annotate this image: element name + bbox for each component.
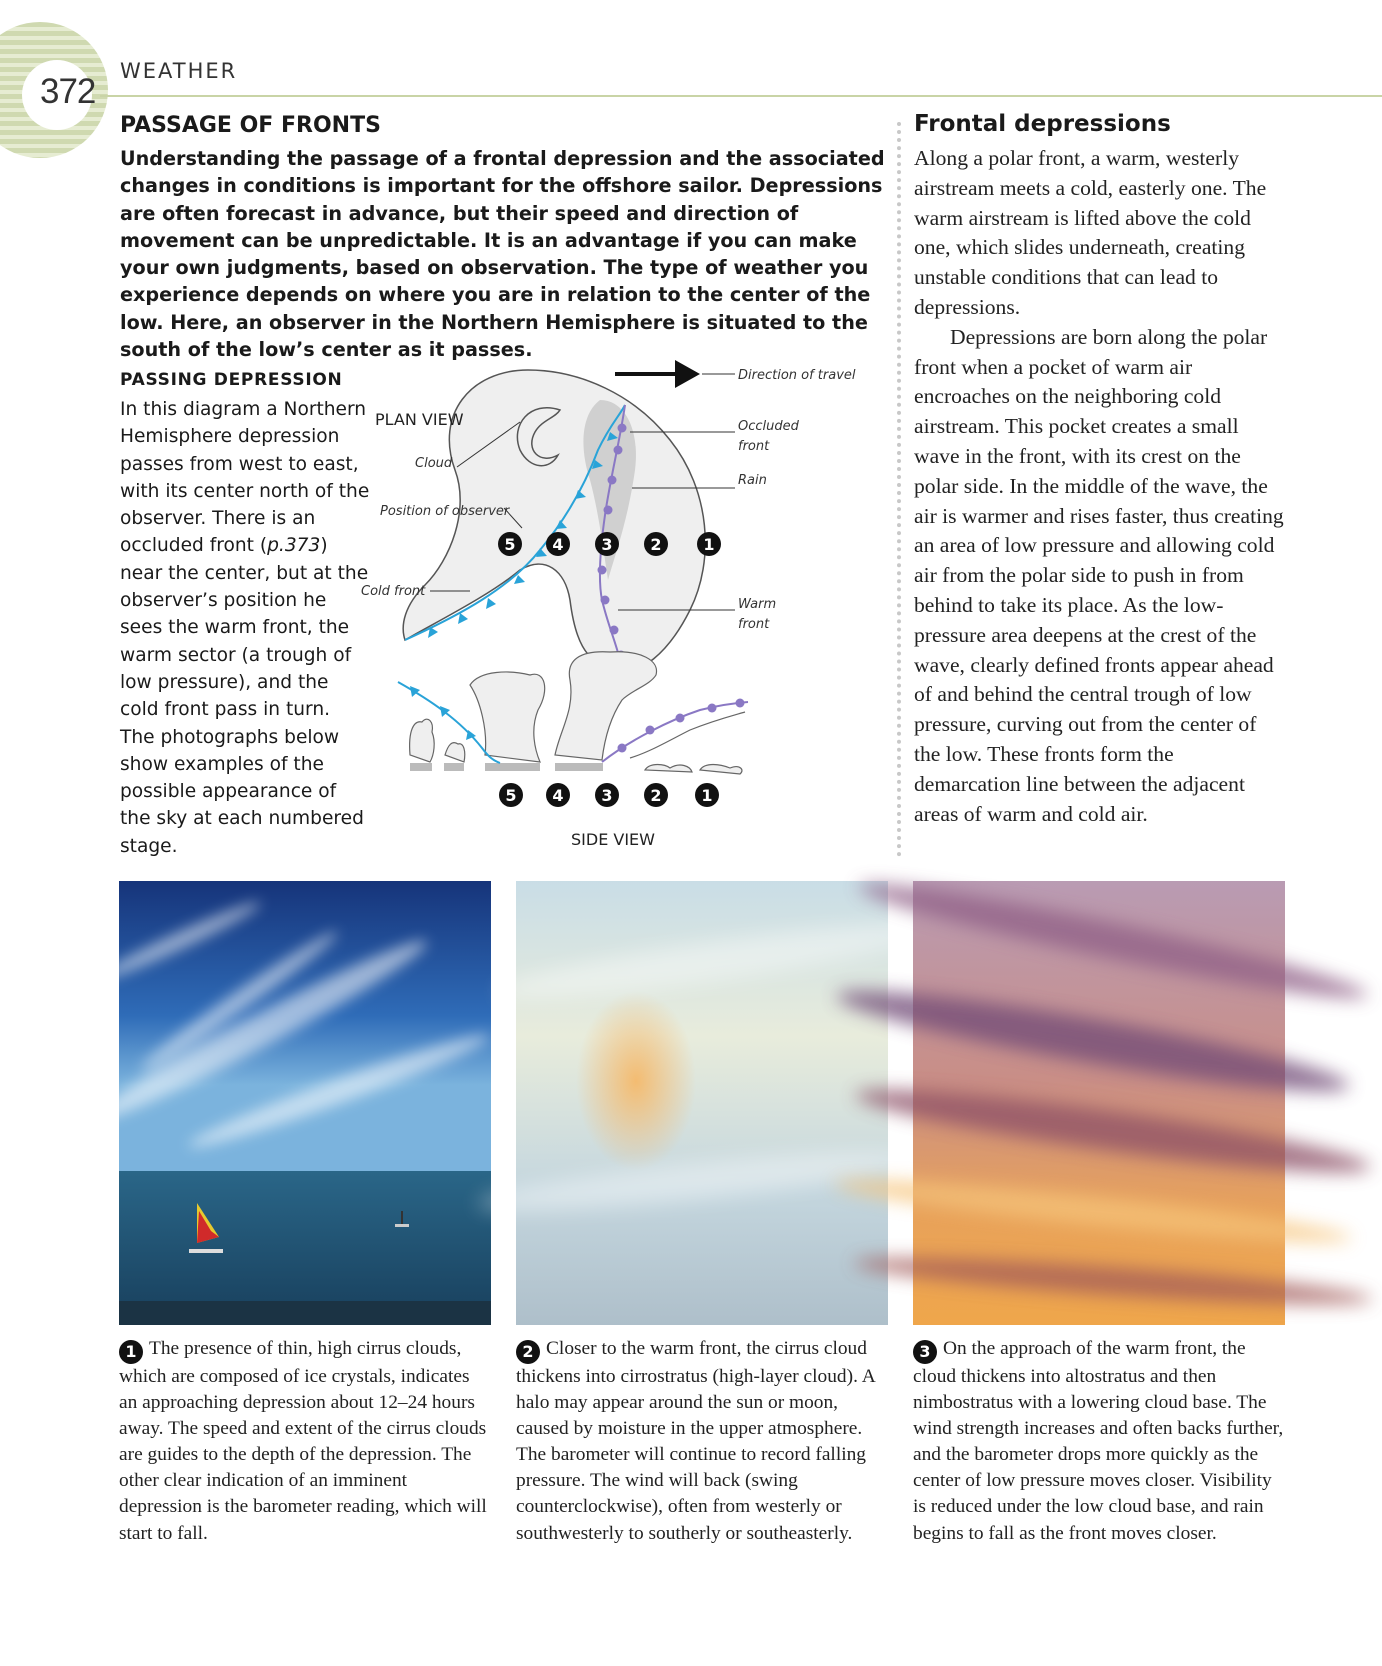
direction-arrow-head (675, 360, 700, 388)
caption-number-badge: 1 (119, 1340, 143, 1364)
caption-text: Closer to the warm front, the cirrus cloud thickens into cirrostratus (high-layer cloud). A halo may appear around the sun or moon, caused by moisture in the upper atmosphere. The barometer will continue to record falling pressure. The wind will back (swing counterclockwise), often from westerly or southwesterly to southerly or southeasterly. (516, 1338, 875, 1544)
plan-stage-2: 2 (650, 535, 662, 554)
side-stage-4: 4 (552, 786, 564, 805)
frontal-depressions-heading: Frontal depressions (914, 111, 1171, 137)
side-stage-1: 1 (701, 786, 713, 805)
section-label: WEATHER (120, 59, 238, 83)
plan-stage-1: 1 (703, 535, 715, 554)
passing-depression-heading: PASSING DEPRESSION (120, 370, 343, 390)
warm-front-label-2: front (738, 617, 770, 632)
caption-stage-1 (119, 1336, 491, 1547)
rain-label: Rain (738, 473, 767, 488)
frontal-depression-diagram (361, 368, 890, 870)
side-warm-front (602, 702, 748, 762)
caption-stage-3 (913, 1336, 1285, 1547)
plan-stage-5: 5 (504, 535, 516, 554)
side-stage-3: 3 (601, 786, 613, 805)
occluded-label-1: Occluded (738, 419, 799, 434)
frontal-depressions-body (914, 144, 1284, 829)
photo-altostratus-sunset (913, 881, 1285, 1325)
side-view-rain (410, 763, 603, 771)
frontal-depressions-p1: Along a polar front, a warm, westerly airstream meets a cold, easterly one. The warm airstream is lifted above the cold one, which slides underneath, creating unstable conditions that can lead to depressions. (914, 146, 1267, 319)
side-stage-5: 5 (505, 786, 517, 805)
caption-stage-2 (516, 1336, 888, 1547)
cloud-label: Cloud (415, 456, 453, 471)
column-divider (897, 122, 901, 857)
plan-stage-3: 3 (601, 535, 613, 554)
plan-stage-4: 4 (552, 535, 564, 554)
intro-paragraph: Understanding the passage of a frontal depression and the associated changes in conditions is important for the offshore sailor. Depressions are often forecast in advance, but their speed and direction of movement can be unpredictable. It is an advantage if you can make your own judgments, based on observation. The type of weather you experience depends on where you are in relation to the center of the low. Here, an observer in the Northern Hemisphere is situated to the south of the low’s center as it passes. (120, 147, 885, 362)
pd-text-2: ) near the center, but at the observer’s position he sees the warm front, the warm sector (a trough of low pressure), and the cold front pass in turn. The photographs below show examples of the possible appearance of the sky at each numbered stage. (120, 535, 369, 857)
caption-text: On the approach of the warm front, the cloud thickens into altostratus and then nimbostratus with a lowering cloud base. The wind strength increases and often backs further, and the barometer drops more quickly as the center of low pressure moves closer. Visibility is reduced under the low cloud base, and rain begins to fall as the front moves closer. (913, 1338, 1284, 1544)
caption-text: The presence of thin, high cirrus clouds, which are composed of ice crystals, indicates an approaching depression about 12–24 hours away. The speed and extent of the cirrus clouds are guides to the depth of the depression. The other clear indication of an imminent depression is the barometer reading, which will start to fall. (119, 1338, 487, 1544)
side-stage-2: 2 (650, 786, 662, 805)
side-stage-numbers (499, 783, 719, 807)
caption-number-badge: 3 (913, 1340, 937, 1364)
header-rule (100, 95, 1382, 97)
page-title: PASSAGE OF FRONTS (120, 113, 381, 138)
pd-text-1: In this diagram a Northern Hemisphere depression passes from west to east, with its center north of the observer. There is an occluded front ( (120, 399, 370, 557)
occluded-label-2: front (738, 439, 770, 454)
side-view-label: SIDE VIEW (571, 830, 655, 849)
warm-front-label-1: Warm (738, 597, 777, 612)
photo-cirrus-sky (119, 881, 491, 1325)
photo-cirrostratus-halo (516, 881, 888, 1325)
caption-number-badge: 2 (516, 1340, 540, 1364)
page-number: 372 (40, 72, 96, 111)
observer-label: Position of observer (380, 504, 510, 519)
direction-label: Direction of travel (738, 368, 856, 383)
page-reference-link[interactable]: p.373 (267, 535, 321, 557)
plan-view-label: PLAN VIEW (375, 410, 464, 429)
cold-front-label: Cold front (361, 584, 426, 599)
frontal-depressions-p2: Depressions are born along the polar front when a pocket of warm air encroaches on the neighboring cold airstream. This pocket creates a small wave in the front, with its crest on the polar side. In the middle of the wave, the air is warmer and rises faster, thus creating an area of low pressure and allowing cold air from the polar side to push in from behind to take its place. As the low-pressure area deepens at the crest of the wave, clearly defined fronts appear ahead of and behind the central trough of low pressure, curving out from the center of the low. These fronts form the demarcation line between the adjacent areas of warm and cold air. (914, 324, 1284, 826)
passing-depression-body (120, 396, 370, 860)
